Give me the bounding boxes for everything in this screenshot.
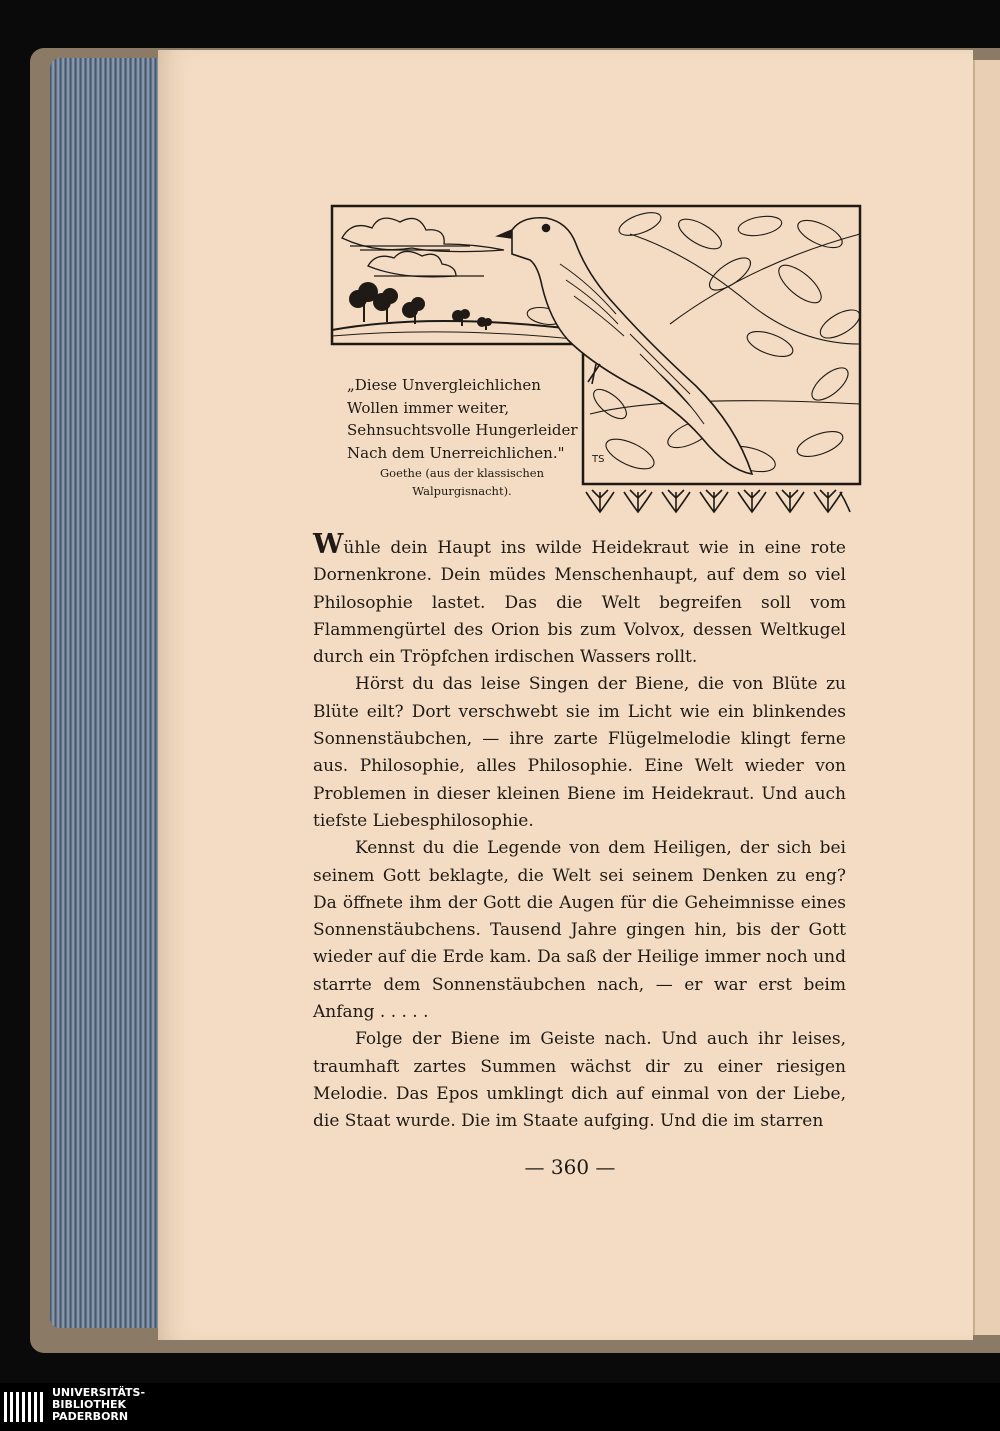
paragraph: Folge der Biene im Geiste nach. Und auch ihr leises, traumhaft zartes Summen wächst dir zu einer riesigen Melodie. Das Epos umklingt dich auf einmal von der Liebe, die Staat wurde. Die im Staate aufging. Und die im starren [313,1029,846,1132]
paragraph-text: ühle dein Haupt ins wilde Heidekraut wie in eine rote Dornenkrone. Dein müdes Menschenhaupt, auf dem so viel Philosophie lastet. Das die Welt begreifen soll vom Flammengürtel des Orion bis zum Volvox, dessen Weltkugel durch ein Tröpfchen irdischen Wassers rollt. [313,538,846,668]
epigraph-source: Goethe (aus der klassischen [380,466,544,480]
epigraph-line: Wollen immer weiter, [347,398,510,417]
paragraph [313,529,846,671]
paragraph: Hörst du das leise Singen der Biene, die von Blüte zu Blüte eilt? Dort verschwebt sie im Licht wie ein blinkendes Sonnenstäubchen, — ihre zarte Flügelmelodie klingt ferne aus. Philosophie, alles Philosophie. Eine Welt wieder von Problemen in dieser kleinen Biene im Heidekraut. Und auch tiefste Liebesphilosophie. [313,674,846,831]
epigraph-source: Walpurgisnacht). [412,484,512,498]
page-edges [50,58,158,1328]
paragraph: Kennst du die Legende von dem Heiligen, der sich bei seinem Gott beklagte, die Welt sei seinem Denken zu eng? Da öffnete ihm der Gott die Augen für die Geheimnisse eines Sonnenstäubchens. Tausend Jahre gingen hin, bis der Gott wieder auf die Erde kam. Da saß der Heilige immer noch und starrte dem Sonnenstäubchen nach, — er war erst beim Anfang . . . . . [313,838,846,1023]
epigraph [347,374,577,500]
library-footer [0,1383,1000,1431]
library-logo-icon [4,1388,48,1426]
epigraph-line: Nach dem Unerreichlichen." [347,443,565,462]
drop-initial: W [313,529,344,560]
body-text [313,529,846,1136]
logo-line: BIBLIOTHEK [52,1398,127,1411]
page-number: — 360 — [524,1155,616,1179]
epigraph-line: „Diese Unvergleichlichen [347,376,541,394]
next-page-edge [973,60,1000,1335]
ornamental-vignette [584,486,856,516]
logo-line: UNIVERSITÄTS- [52,1386,146,1399]
epigraph-line: Sehnsuchtsvolle Hungerleider [347,421,578,439]
library-logo-text [52,1387,145,1423]
logo-line: PADERBORN [52,1410,129,1423]
illustration-monogram: TS [592,454,605,465]
